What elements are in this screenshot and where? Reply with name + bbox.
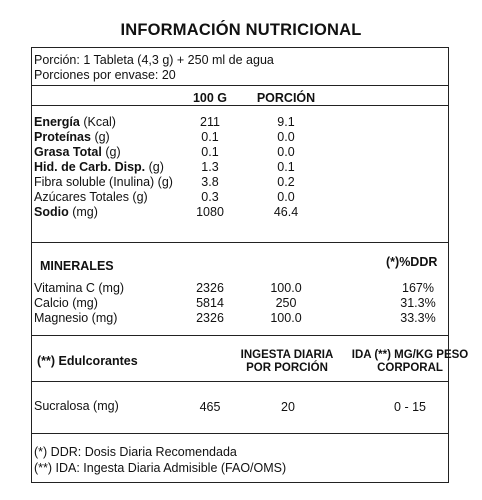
divider [31,335,449,336]
nutrient-name: Grasa Total [34,145,102,159]
nutrient-value-portion: 0.2 [277,175,295,189]
nutrient-value-100g: 3.8 [201,175,219,189]
nutrient-unit: (g) [145,160,164,174]
ida-header-line-1: IDA (**) MG/KG PESO [351,349,469,361]
footnote-ddr: (*) DDR: Dosis Diaria Recomendada [34,445,237,459]
nutrient-name: Hid. de Carb. Disp. [34,160,146,174]
divider [31,433,449,434]
mineral-name: Magnesio (mg) [34,311,118,325]
portion-text: Porción: 1 Tableta (4,3 g) + 250 ml de agua [34,53,274,67]
mineral-ddr: 31.3% [400,296,436,310]
nutrient-value-portion: 0.0 [277,190,295,204]
divider [31,105,449,106]
mineral-ddr: 33.3% [400,311,436,325]
nutrient-unit: (g) [90,130,110,144]
nutrient-value-100g: 1.3 [201,160,219,174]
sweeteners-title: (**) Edulcorantes [37,354,138,368]
sweetener-name: Sucralosa (mg) [34,399,119,413]
nutrient-value-100g: 1080 [196,205,224,219]
sweetener-value-100g: 465 [199,400,221,414]
nutrient-name: Energía [34,115,80,129]
intake-header-line-2: POR PORCIÓN [246,362,328,374]
nutrient-unit: (mg) [68,205,98,219]
mineral-value-portion: 100.0 [270,281,302,295]
sweetener-value-portion: 20 [281,400,295,414]
mineral-value-100g: 5814 [196,296,224,310]
mineral-name: Calcio (mg) [34,296,98,310]
portions-per-pack-text: Porciones por envase: 20 [34,68,176,82]
divider [31,381,449,382]
minerals-title: MINERALES [40,259,114,273]
nutrient-unit: Azúcares Totales (g) [34,190,148,204]
nutrient-value-portion: 9.1 [277,115,295,129]
nutrient-name: Sodio [34,205,69,219]
nutrient-value-100g: 211 [200,115,220,129]
nutrient-label [34,130,110,144]
mineral-value-100g: 2326 [196,311,224,325]
page-title: INFORMACIÓN NUTRICIONAL [120,21,362,39]
nutrient-value-portion: 0.0 [277,145,295,159]
nutrient-label [34,175,173,189]
ddr-header: (*)%DDR [386,255,438,269]
nutrient-label [34,115,116,129]
nutrient-unit: (g) [101,145,121,159]
footnote-ida: (**) IDA: Ingesta Diaria Admisible (FAO/OMS) [34,461,287,475]
nutrient-label [34,190,148,204]
nutrient-label [34,205,98,219]
nutrient-value-portion: 46.4 [273,205,299,219]
mineral-value-100g: 2326 [196,281,224,295]
nutrient-unit: Fibra soluble (Inulina) (g) [34,175,173,189]
divider [31,242,449,243]
nutrient-label [34,145,121,159]
intake-header [232,349,342,375]
col-header-portion: PORCIÓN [256,91,316,105]
col-header-100g: 100 G [192,91,228,105]
divider [31,85,449,86]
mineral-ddr: 167% [402,281,434,295]
mineral-value-portion: 100.0 [270,311,302,325]
nutrient-value-portion: 0.0 [277,130,295,144]
nutrient-label [34,160,164,174]
nutrient-value-100g: 0.1 [201,145,219,159]
ida-header [345,349,475,375]
nutrient-unit: (Kcal) [79,115,116,129]
nutrient-name: Proteínas [34,130,91,144]
nutrient-value-100g: 0.3 [201,190,219,204]
mineral-name: Vitamina C (mg) [34,281,125,295]
intake-header-line-1: INGESTA DIARIA [240,349,334,361]
mineral-value-portion: 250 [275,296,297,310]
nutrient-value-portion: 0.1 [277,160,295,174]
nutrient-value-100g: 0.1 [201,130,219,144]
ida-header-line-2: CORPORAL [377,362,443,374]
sweetener-ida: 0 - 15 [394,400,426,414]
